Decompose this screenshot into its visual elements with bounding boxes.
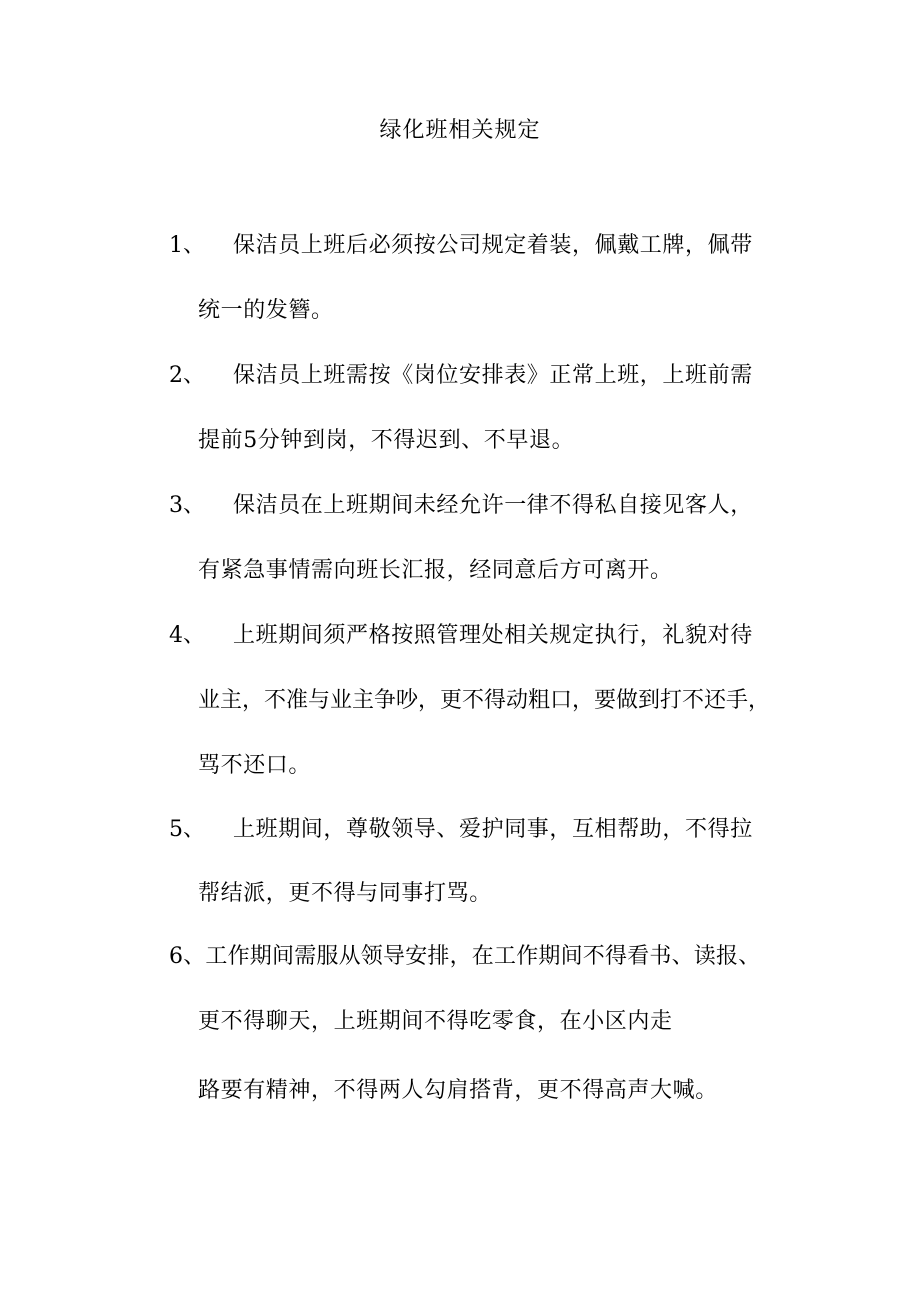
item-6-line-1: 6、工作期间需服从领导安排，在工作期间不得看书、读报、 [169, 944, 761, 969]
item-3-number: 3、 [169, 493, 205, 518]
item-3-line-1: 保洁员在上班期间未经允许一律不得私自接见客人， [233, 493, 753, 518]
item-1-line-2: 统一的发簪。 [198, 298, 334, 323]
item-3-line-2: 有紧急事情需向班长汇报，经同意后方可离开。 [198, 558, 673, 583]
document-title: 绿化班相关规定 [379, 118, 541, 143]
item-2-line-2: 提前5分钟到岗，不得迟到、不早退。 [198, 428, 575, 453]
item-5-line-1: 上班期间，尊敬领导、爱护同事，互相帮助，不得拉 [233, 817, 753, 842]
item-4-line-3: 骂不还口。 [198, 753, 312, 778]
item-2-number: 2、 [169, 363, 205, 388]
item-6-line-2: 更不得聊天，上班期间不得吃零食，在小区内走 [198, 1009, 673, 1034]
item-1-number: 1、 [169, 233, 205, 258]
item-5-line-2: 帮结派，更不得与同事打骂。 [198, 881, 492, 906]
item-4-line-1: 上班期间须严格按照管理处相关规定执行，礼貌对待 [233, 623, 753, 648]
item-1-line-1: 保洁员上班后必须按公司规定着装，佩戴工牌，佩带 [233, 233, 753, 258]
item-2-line-1: 保洁员上班需按《岗位安排表》正常上班，上班前需 [233, 363, 753, 388]
item-6-line-3: 路要有精神，不得两人勾肩搭背，更不得高声大喊。 [198, 1078, 718, 1103]
item-4-line-2: 业主，不准与业主争吵，更不得动粗口，要做到打不还手， [198, 688, 771, 713]
item-5-number: 5、 [169, 817, 205, 842]
item-4-number: 4、 [169, 623, 205, 648]
